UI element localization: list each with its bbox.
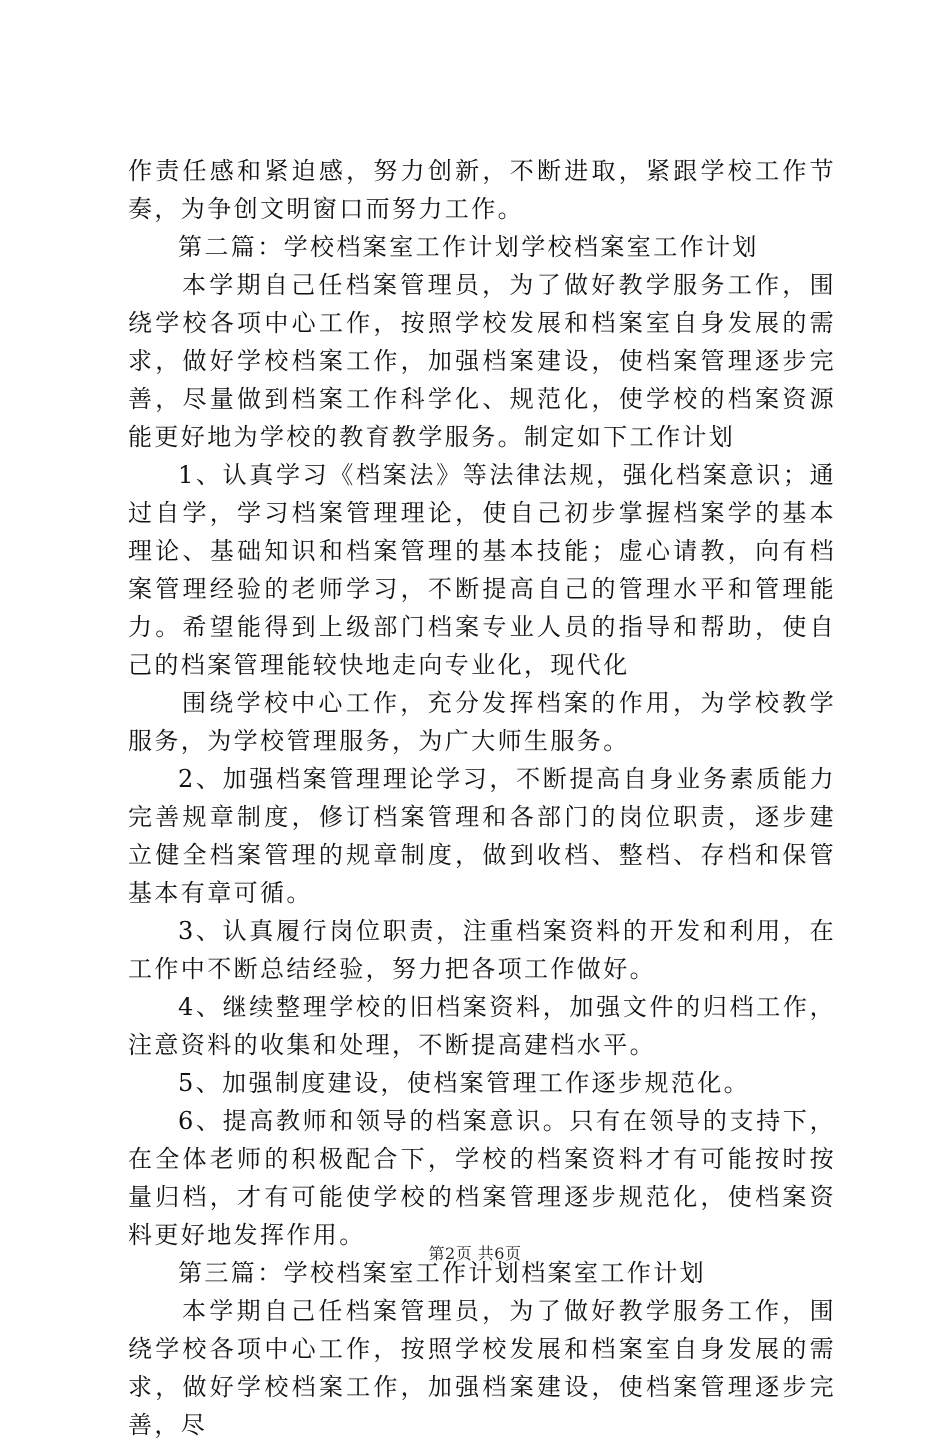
paragraph-item-3: 3、认真履行岗位职责，注重档案资料的开发和利用，在工作中不断总结经验，努力把各项工作做好。 [128,917,836,983]
paragraph-item-1: 1、认真学习《档案法》等法律法规，强化档案意识；通过自学，学习档案管理理论，使自己初步掌握档案学的基本理论、基础知识和档案管理的基本技能；虚心请教，向有档案管理经验的老师学习，不断提高自己的管理水平和管理能力。希望能得到上级部门档案专业人员的指导和帮助，使自己的档案管理能较快地走向专业化，现代化 [128,461,836,679]
section-heading-2: 第二篇：学校档案室工作计划学校档案室工作计划 [178,233,759,261]
paragraph-section2-intro: 本学期自己任档案管理员，为了做好教学服务工作，围绕学校各项中心工作，按照学校发展和档案室自身发展的需求，做好学校档案工作，加强档案建设，使档案管理逐步完善，尽量做到档案工作科学化、规范化，使学校的档案资源能更好地为学校的教育教学服务。制定如下工作计划 [128,271,836,451]
page-number-footer: 第2页 共6页 [428,1244,522,1263]
paragraph-item-4: 4、继续整理学校的旧档案资料，加强文件的归档工作，注意资料的收集和处理，不断提高建档水平。 [128,993,836,1059]
paragraph-intro-continuation: 作责任感和紧迫感，努力创新，不断进取，紧跟学校工作节奏，为争创文明窗口而努力工作。 [128,157,836,223]
paragraph-item-5: 5、加强制度建设，使档案管理工作逐步规范化。 [178,1069,751,1097]
section-heading-3: 第三篇：学校档案室工作计划档案室工作计划 [178,1259,706,1287]
paragraph-item-2: 2、加强档案管理理论学习，不断提高自身业务素质能力完善规章制度，修订档案管理和各部门的岗位职责，逐步建立健全档案管理的规章制度，做到收档、整档、存档和保管基本有章可循。 [128,765,836,907]
paragraph-section3-intro: 本学期自己任档案管理员，为了做好教学服务工作，围绕学校各项中心工作，按照学校发展和档案室自身发展的需求，做好学校档案工作，加强档案建设，使档案管理逐步完善，尽 [128,1297,836,1439]
paragraph-item-6: 6、提高教师和领导的档案意识。只有在领导的支持下，在全体老师的积极配合下，学校的档案资料才有可能按时按量归档，才有可能使学校的档案管理逐步规范化，使档案资料更好地发挥作用。 [128,1107,836,1249]
paragraph-center-work: 围绕学校中心工作，充分发挥档案的作用，为学校教学服务，为学校管理服务，为广大师生服务。 [128,689,836,755]
